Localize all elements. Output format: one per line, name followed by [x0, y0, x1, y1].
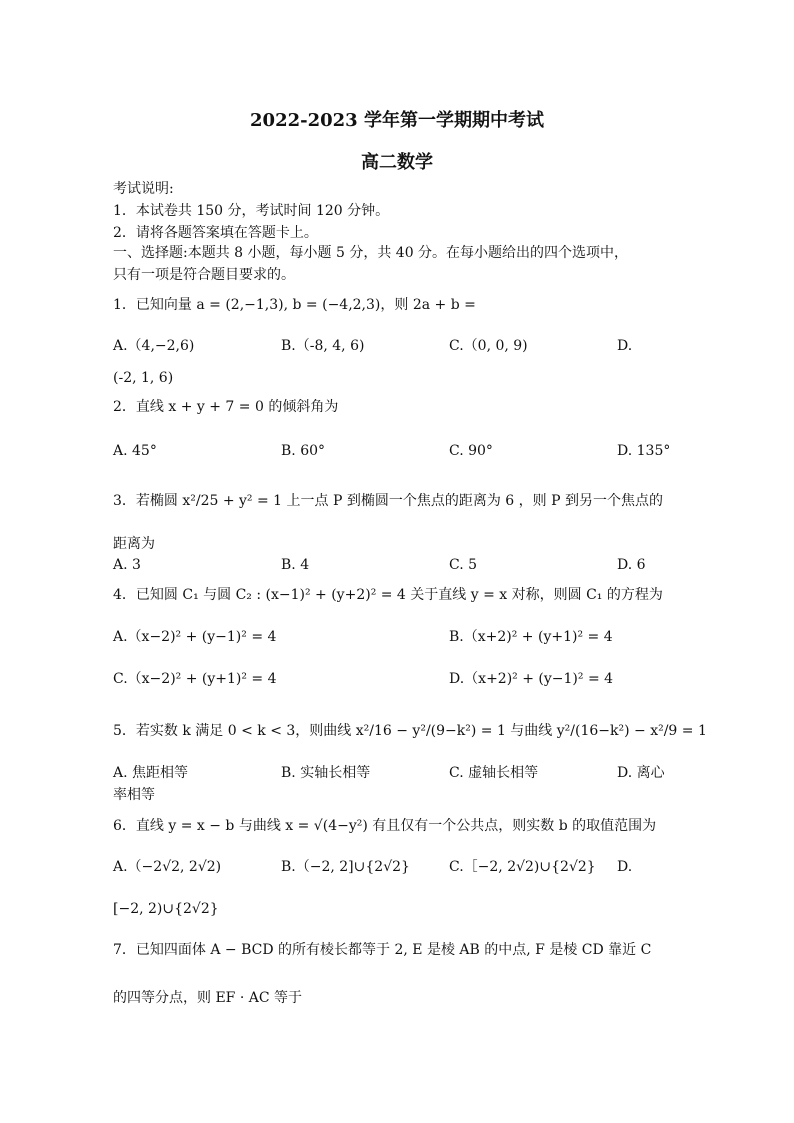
q3-option-b: B. 4: [281, 557, 310, 573]
question-7-stem: 7．已知四面体 A − BCD 的所有棱长都等于 2, E 是棱 AB 的中点, F 是棱 CD 靠近 C: [113, 942, 652, 958]
q5-option-d-cont: 率相等: [113, 787, 155, 803]
q4-option-d: D.（x+2)² + (y−1)² = 4: [449, 671, 614, 687]
exam-subtitle: 高二数学: [361, 152, 433, 173]
q3-option-d: D. 6: [617, 557, 646, 573]
question-3-stem-cont: 距离为: [113, 536, 155, 552]
q6-option-c: C.［−2, 2√2)∪{2√2}: [449, 859, 596, 875]
q2-option-d: D. 135°: [617, 443, 671, 459]
q4-option-c: C.（x−2)² + (y+1)² = 4: [113, 671, 277, 687]
instructions-heading: 考试说明:: [113, 181, 174, 197]
q6-option-d: D.: [617, 859, 633, 875]
instruction-1: 1．本试卷共 150 分，考试时间 120 分钟。: [113, 203, 390, 219]
q5-option-a: A. 焦距相等: [113, 765, 189, 781]
q1-option-d-value: (-2, 1, 6): [113, 370, 174, 386]
question-5-stem: 5．若实数 k 满足 0 < k < 3，则曲线 x²/16 − y²/(9−k²) = 1 与曲线 y²/(16−k²) − x²/9 = 1: [113, 723, 707, 739]
section-heading: 一、选择题:本题共 8 小题，每小题 5 分，共 40 分。在每小题给出的四个选项中，: [113, 245, 629, 261]
q3-option-a: A. 3: [113, 557, 141, 573]
q5-option-c: C. 虚轴长相等: [449, 765, 539, 781]
q4-option-a: A.（x−2)² + (y−1)² = 4: [113, 629, 277, 645]
exam-title: 2022-2023 学年第一学期期中考试: [250, 110, 544, 131]
question-6-stem: 6．直线 y = x − b 与曲线 x = √(4−y²) 有且仅有一个公共点，则实数 b 的取值范围为: [113, 818, 657, 834]
question-7-stem-cont: 的四等分点，则 EF · AC 等于: [113, 990, 303, 1006]
q1-option-d: D.: [617, 338, 633, 354]
q6-option-d-value: [−2, 2)∪{2√2}: [113, 901, 219, 917]
q2-option-a: A. 45°: [113, 443, 157, 459]
q6-option-b: B.（−2, 2]∪{2√2}: [281, 859, 410, 875]
q1-option-c: C.（0, 0, 9): [449, 338, 528, 354]
question-3-stem: 3．若椭圆 x²/25 + y² = 1 上一点 P 到椭圆一个焦点的距离为 6 ，则 P 到另一个焦点的: [113, 493, 663, 509]
question-4-stem: 4．已知圆 C₁ 与圆 C₂ : (x−1)² + (y+2)² = 4 关于直线 y = x 对称，则圆 C₁ 的方程为: [113, 587, 663, 603]
section-heading-cont: 只有一项是符合题目要求的。: [113, 267, 295, 283]
q5-option-b: B. 实轴长相等: [281, 765, 371, 781]
q6-option-a: A.（−2√2, 2√2): [113, 859, 222, 875]
instruction-2: 2．请将各题答案填在答题卡上。: [113, 225, 318, 241]
q1-option-b: B.（-8, 4, 6): [281, 338, 365, 354]
q2-option-c: C. 90°: [449, 443, 493, 459]
q3-option-c: C. 5: [449, 557, 478, 573]
q2-option-b: B. 60°: [281, 443, 326, 459]
question-2-stem: 2．直线 x + y + 7 = 0 的倾斜角为: [113, 399, 339, 415]
q4-option-b: B.（x+2)² + (y+1)² = 4: [449, 629, 613, 645]
q5-option-d: D. 离心: [617, 765, 665, 781]
q1-option-a: A.（4,−2,6): [113, 338, 195, 354]
question-1-stem: 1．已知向量 a = (2,−1,3), b = (−4,2,3)，则 2a + b =: [113, 297, 476, 313]
